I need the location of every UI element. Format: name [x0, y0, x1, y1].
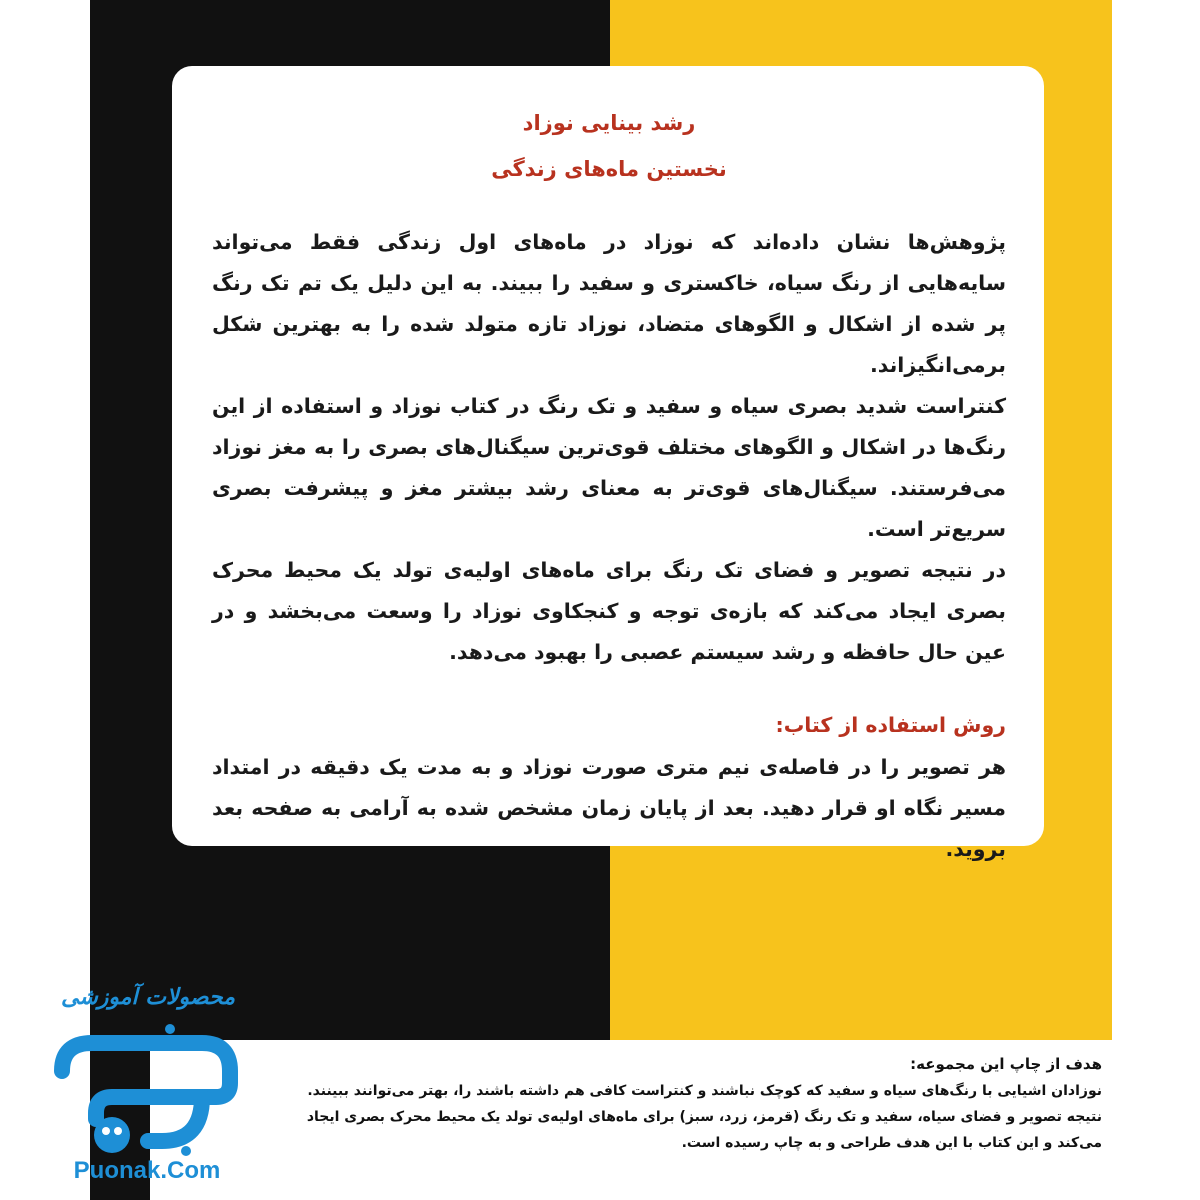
usage-heading: روش استفاده از کتاب: — [775, 713, 1006, 737]
content-card — [172, 66, 1044, 861]
purpose-line: می‌کند و این کتاب با این هدف طراحی و به چاپ رسیده است. — [681, 1135, 1102, 1151]
paragraph-research: پژوهش‌ها نشان داده‌اند که نوزاد در ماه‌های اول زندگی فقط می‌تواند سایه‌هایی از رنگ سیاه، خاکستری و سفید را ببیند. به این دلیل یک تم تک رنگ پر شده از اشکال و الگوهای متضاد، نوزاد تازه متولد شده را به بهترین شکل برمی‌انگیزاند. — [212, 230, 1006, 377]
card-title: رشد بینایی نوزاد — [522, 111, 696, 135]
purpose-line: نتیجه تصویر و فضای سیاه، سفید و تک رنگ (قرمز، زرد، سبز) برای ماه‌های اولیه‌ی تولد یک محیط محرک بصری ایجاد — [306, 1109, 1102, 1125]
usage-paragraph: هر تصویر را در فاصله‌ی نیم متری صورت نوزاد و به مدت یک دقیقه در امتداد مسیر نگاه او قرار دهید. بعد از پایان زمان مشخص شده به آرامی به صفحه بعد بروید. — [212, 755, 1006, 861]
paragraph-result: در نتیجه تصویر و فضای تک رنگ برای ماه‌های اولیه‌ی تولد یک محیط محرک بصری ایجاد می‌کند که بازه‌ی توجه و کنجکاوی نوزاد را وسعت می‌بخشد و در عین حال حافظه و رشد سیستم عصبی را بهبود می‌دهد. — [212, 558, 1006, 664]
puonak-watermark-logo — [30, 985, 260, 1200]
purpose-title: هدف از چاپ این مجموعه: — [910, 1055, 1102, 1073]
paragraph-contrast: کنتراست شدید بصری سیاه و سفید و تک رنگ در کتاب نوزاد و استفاده از این رنگ‌ها در اشکال و الگوهای مختلف قوی‌ترین سیگنال‌های بصری را به مغز نوزاد می‌فرستند. سیگنال‌های قوی‌تر به معنای رشد بیشتر مغز و پیشرفت بصری سریع‌تر است. — [212, 394, 1006, 541]
card-subtitle: نخستین ماه‌های زندگی — [491, 157, 727, 181]
purpose-line: نوزادان اشیایی با رنگ‌های سیاه و سفید که کوچک نباشند و کنتراست کافی هم داشته باشند را، بهتر می‌توانند ببینند. — [307, 1083, 1102, 1099]
puonak-logo-icon — [52, 1023, 242, 1158]
card-body — [212, 222, 1006, 673]
logo-tagline: محصولات آموزشی — [60, 985, 235, 1010]
purpose-box — [150, 1040, 1112, 1200]
logo-url: Puonak.Com — [73, 1157, 221, 1184]
